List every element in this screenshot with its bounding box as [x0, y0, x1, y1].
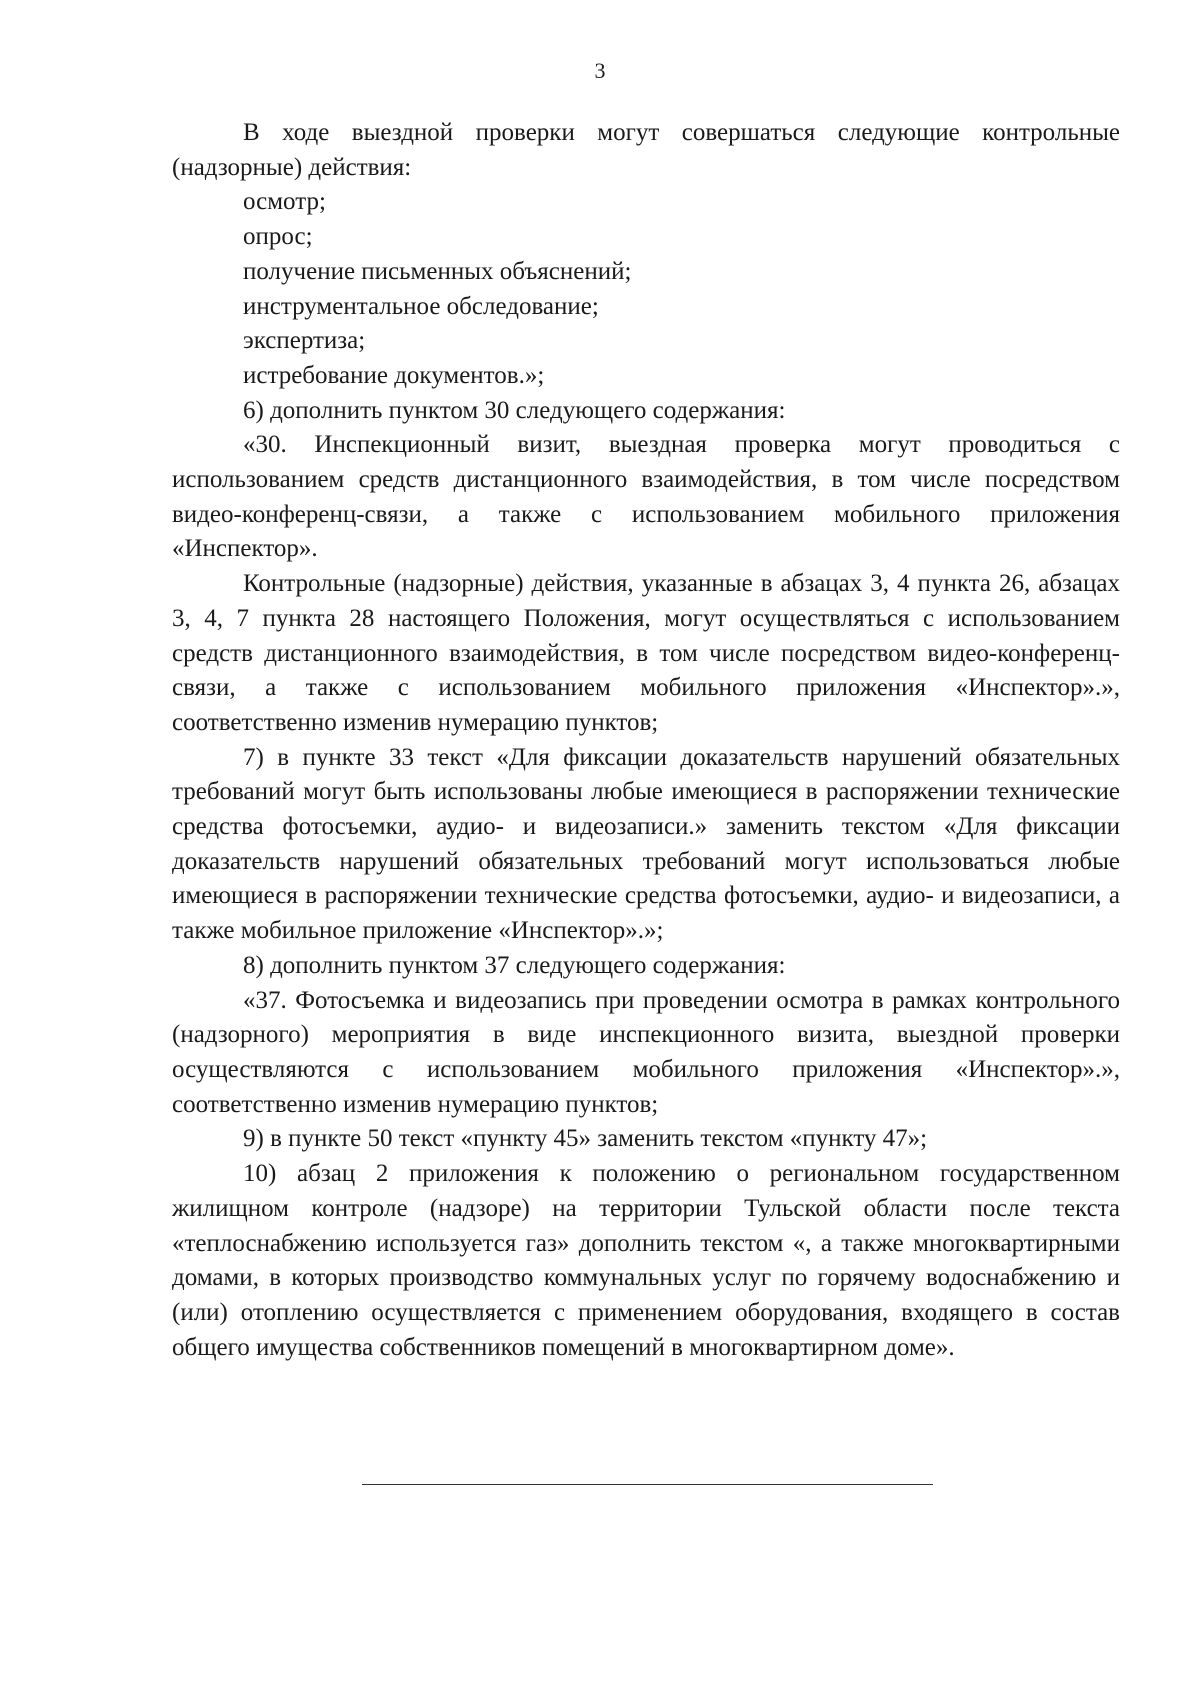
list-item: опрос; — [243, 223, 313, 251]
list-item: осмотр; — [243, 188, 326, 216]
list-item: инструментальное обследование; — [243, 292, 599, 320]
document-body — [172, 116, 1120, 1365]
paragraph-inspection-actions: В ходе выездной проверки могут совершаться следующие контрольные (надзорные) действия: — [172, 119, 1120, 181]
paragraph-control-actions: Контрольные (надзорные) действия, указанные в абзацах 3, 4 пункта 26, абзацах 3, 4, 7 пункта 28 настоящего Положения, могут осуществляться с использованием средств дистанционного взаимодействия, в том числе посредством видео-конференц-связи, а также с использованием мобильного приложения «Инспектор».», соответственно изменив нумерацию пунктов; — [172, 570, 1120, 736]
paragraph-point-30: «30. Инспекционный визит, выездная проверка могут проводиться с использованием средств дистанционного взаимодействия, в том числе посредством видео-конференц-связи, а также с использованием мобильного приложения «Инспектор». — [172, 431, 1120, 563]
paragraph-item-7: 7) в пункте 33 текст «Для фиксации доказательств нарушений обязательных требований могут быть использованы любые имеющиеся в распоряжении технические средства фотосъемки, аудио- и видеозаписи.» заменить текстом «Для фиксации доказательств нарушений обязательных требований могут использоваться любые имеющиеся в распоряжении технические средства фотосъемки, аудио- и видеозаписи, а также мобильное приложение «Инспектор».»; — [172, 743, 1120, 945]
paragraph-item-8: 8) дополнить пунктом 37 следующего содержания: — [243, 951, 786, 979]
list-item: получение письменных объяснений; — [243, 257, 632, 285]
paragraph-item-9: 9) в пункте 50 текст «пункту 45» заменить текстом «пункту 47»; — [243, 1125, 928, 1153]
paragraph-item-10: 10) абзац 2 приложения к положению о региональном государственном жилищном контроле (надзоре) на территории Тульской области после текста «теплоснабжению используется газ» дополнить текстом «, а также многоквартирными домами, в которых производство коммунальных услуг по горячему водоснабжению и (или) отоплению осуществляется с применением оборудования, входящего в состав общего имущества собственников помещений в многоквартирном доме». — [172, 1160, 1120, 1361]
paragraph-point-37: «37. Фотосъемка и видеозапись при проведении осмотра в рамках контрольного (надзорного) мероприятия в виде инспекционного визита, выездной проверки осуществляются с использованием мобильного приложения «Инспектор».», соответственно изменив нумерацию пунктов; — [172, 986, 1120, 1118]
paragraph-item-6: 6) дополнить пунктом 30 следующего содержания: — [243, 396, 786, 424]
page-number: 3 — [594, 58, 606, 83]
list-item: экспертиза; — [243, 327, 366, 355]
list-item: истребование документов.»; — [243, 361, 545, 389]
end-of-document-rule — [362, 1484, 933, 1485]
